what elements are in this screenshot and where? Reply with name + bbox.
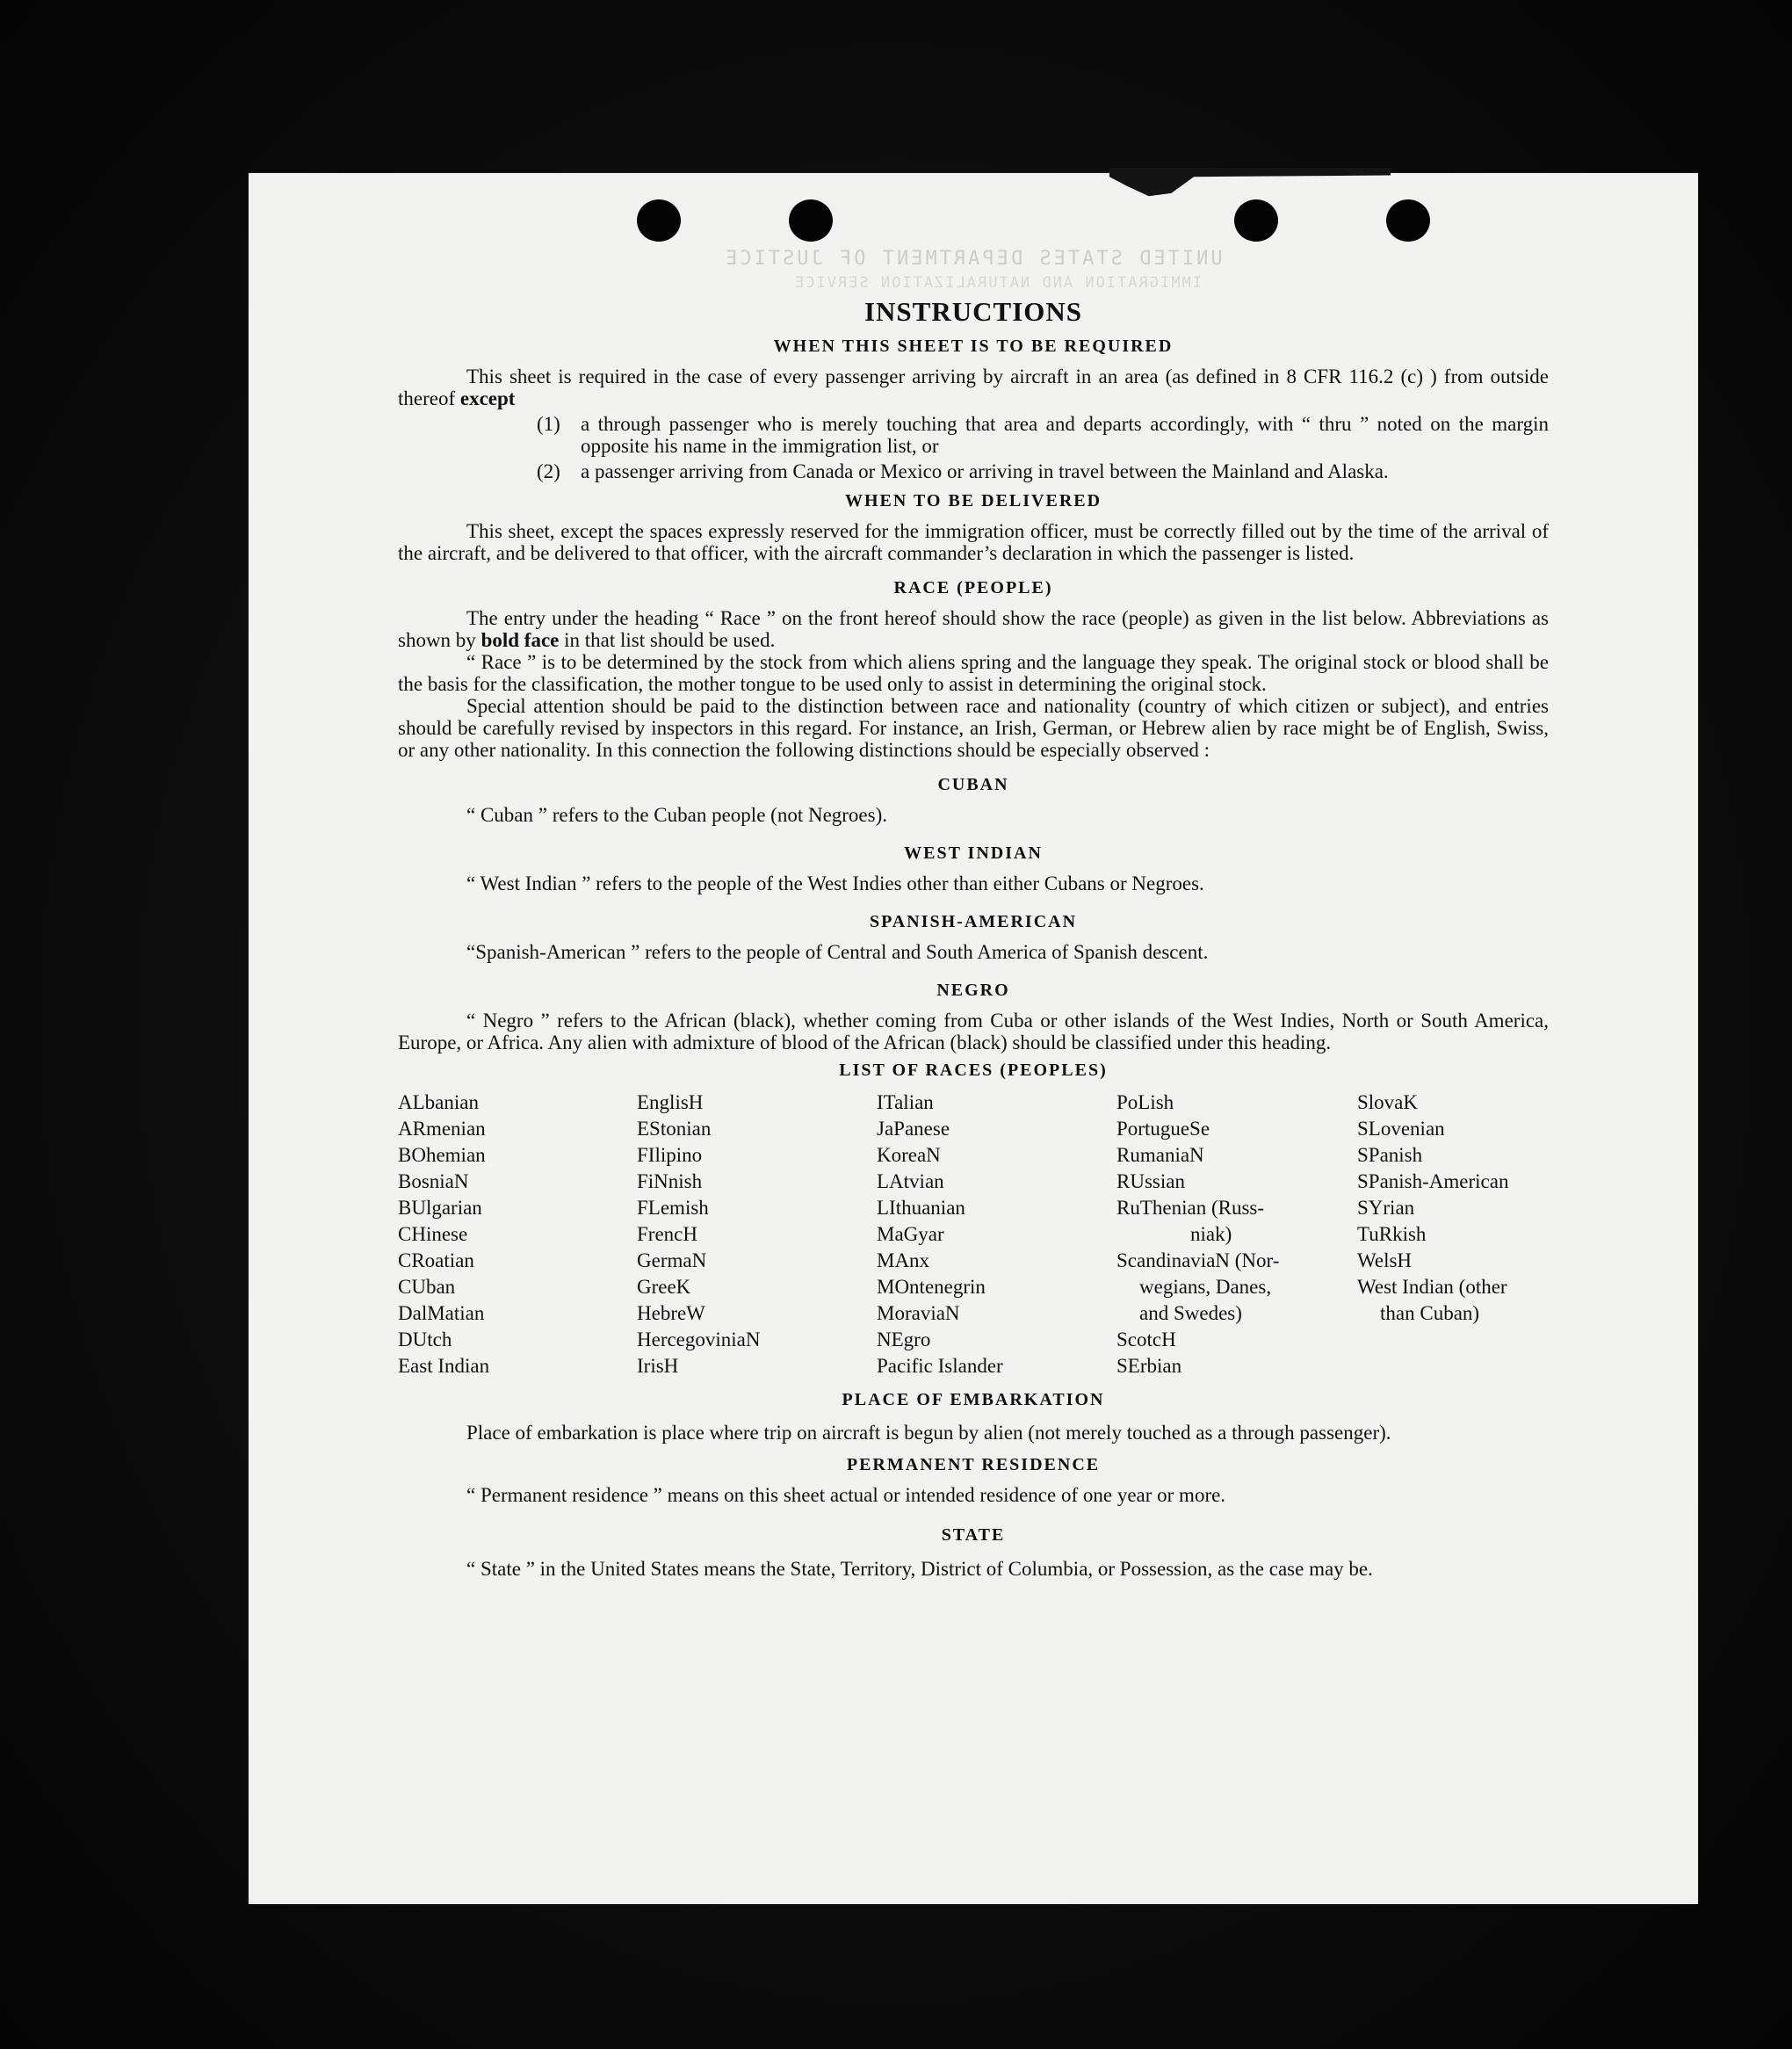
- paragraph: “ Permanent residence ” means on this sheet actual or intended residence of one year or more.: [466, 1484, 1226, 1506]
- paragraph: “ West Indian ” refers to the people of the West Indies other than either Cubans or Negroes.: [466, 872, 1204, 894]
- race-item: MaGyar: [877, 1223, 944, 1245]
- race-item: niak): [1190, 1223, 1232, 1245]
- race-column: [877, 1090, 1116, 1379]
- instruction-sheet: [249, 173, 1698, 1904]
- race-item: LAtvian: [877, 1170, 944, 1192]
- punch-hole: [637, 199, 681, 242]
- race-item: ScotcH: [1116, 1329, 1176, 1350]
- list-item: [537, 413, 1549, 457]
- race-item: BUlgarian: [398, 1197, 482, 1219]
- torn-edge: [1109, 168, 1391, 198]
- race-list: [398, 1090, 1549, 1379]
- punch-hole: [1234, 199, 1278, 242]
- race-item: NEgro: [877, 1329, 931, 1350]
- race-item: ITalian: [877, 1091, 934, 1113]
- race-item: CUban: [398, 1276, 456, 1298]
- section-heading: WHEN THIS SHEET IS TO BE REQUIRED: [773, 337, 1174, 356]
- race-item: ALbanian: [398, 1091, 479, 1113]
- race-item: MOntenegrin: [877, 1276, 986, 1298]
- list-text: a passenger arriving from Canada or Mexico or arriving in travel between the Mainland and Alaska.: [581, 460, 1389, 482]
- race-item: KoreaN: [877, 1144, 941, 1166]
- race-item: HercegoviniaN: [637, 1329, 761, 1350]
- section-heading: WHEN TO BE DELIVERED: [844, 491, 1102, 510]
- race-item: ARmenian: [398, 1118, 486, 1140]
- race-item: FrencH: [637, 1223, 697, 1245]
- list-item: [537, 460, 1549, 482]
- race-item: JaPanese: [877, 1118, 950, 1140]
- race-item: CRoatian: [398, 1249, 474, 1271]
- race-item: BosniaN: [398, 1170, 469, 1192]
- race-column: [398, 1090, 637, 1379]
- race-item: RUssian: [1116, 1170, 1185, 1192]
- show-through-text: UNITED STATES DEPARTMENT OF JUSTICE: [723, 248, 1223, 270]
- race-item: LIthuanian: [877, 1197, 965, 1219]
- paragraph-text: in that list should be used.: [564, 629, 776, 651]
- paragraph: [398, 366, 1549, 409]
- race-item: IrisH: [637, 1355, 679, 1377]
- race-item: RumaniaN: [1116, 1144, 1204, 1166]
- race-item: SYrian: [1357, 1197, 1415, 1219]
- race-item: SlovaK: [1357, 1091, 1418, 1113]
- list-number: (1): [537, 413, 560, 435]
- paragraph-text: This sheet is required in the case of every passenger arriving by aircraft in an area (as defined in 8 CFR 116.2 (c) ) from outside thereof: [398, 366, 1549, 409]
- race-item: SLovenian: [1357, 1118, 1445, 1140]
- bold-text: except: [459, 387, 516, 409]
- section-heading: CUBAN: [937, 775, 1009, 794]
- race-item: East Indian: [398, 1355, 490, 1377]
- page-title: INSTRUCTIONS: [863, 296, 1082, 327]
- race-item: WelsH: [1357, 1249, 1413, 1271]
- punch-hole: [789, 199, 833, 242]
- section-heading: LIST OF RACES (PEOPLES): [839, 1061, 1108, 1080]
- bold-text: bold face: [481, 629, 560, 651]
- race-item: and Swedes): [1139, 1302, 1242, 1324]
- race-item: ScandinaviaN (Nor-: [1116, 1249, 1280, 1271]
- paragraph: “ Cuban ” refers to the Cuban people (not Negroes).: [466, 804, 888, 826]
- race-item: RuThenian (Russ-: [1116, 1197, 1265, 1219]
- race-column: [1116, 1090, 1357, 1379]
- instructions-body: [398, 296, 1549, 1584]
- race-item: PortugueSe: [1116, 1118, 1210, 1140]
- race-item: FLemish: [637, 1197, 709, 1219]
- race-item: than Cuban): [1380, 1302, 1480, 1324]
- race-item: MoraviaN: [877, 1302, 960, 1324]
- race-item: GreeK: [637, 1276, 691, 1298]
- race-item: SPanish-American: [1357, 1170, 1509, 1192]
- race-item: FiNnish: [637, 1170, 703, 1192]
- paragraph: [398, 607, 1549, 651]
- race-item: EnglisH: [637, 1091, 704, 1113]
- race-item: FIlipino: [637, 1144, 703, 1166]
- punch-hole: [1386, 199, 1430, 242]
- section-heading: PLACE OF EMBARKATION: [842, 1390, 1105, 1409]
- list-number: (2): [537, 460, 560, 482]
- section-heading: WEST INDIAN: [904, 843, 1043, 863]
- race-item: wegians, Danes,: [1139, 1276, 1272, 1298]
- race-item: MAnx: [877, 1249, 930, 1271]
- race-column: [1357, 1090, 1549, 1379]
- exception-list: [537, 413, 1549, 482]
- list-text: a through passenger who is merely touching that area and departs accordingly, with “ thru ” noted on the margin opposite his name in the immigration list, or: [581, 413, 1549, 457]
- section-heading: PERMANENT RESIDENCE: [846, 1455, 1101, 1474]
- race-item: West Indian (other: [1357, 1276, 1507, 1298]
- race-item: CHinese: [398, 1223, 468, 1245]
- paragraph: Place of embarkation is place where trip on aircraft is begun by alien (not merely touched as a through passenger).: [466, 1422, 1391, 1444]
- race-item: HebreW: [637, 1302, 705, 1324]
- paragraph: “ Race ” is to be determined by the stock from which aliens spring and the language they speak. The original stock or blood shall be the basis for the classification, the mother tongue to be used only to assist in determining the original stock.: [398, 651, 1549, 695]
- race-item: SErbian: [1116, 1355, 1182, 1377]
- section-heading: RACE (PEOPLE): [893, 578, 1053, 597]
- section-heading: STATE: [941, 1525, 1006, 1545]
- paragraph: “ Negro ” refers to the African (black), whether coming from Cuba or other islands of the West Indies, North or South America, Europe, or Africa. Any alien with admixture of blood of the African (black) should be classified under this heading.: [398, 1010, 1549, 1053]
- race-item: GermaN: [637, 1249, 707, 1271]
- paragraph: “ State ” in the United States means the State, Territory, District of Columbia, or Possession, as the case may be.: [466, 1558, 1373, 1580]
- paragraph: Special attention should be paid to the distinction between race and nationality (country of which citizen or subject), and entries should be carefully revised by inspectors in this regard. For instance, an Irish, German, or Hebrew alien by race might be of English, Swiss, or any other nationality. In this connection the following distinctions should be especially observed :: [398, 695, 1549, 761]
- race-item: DUtch: [398, 1329, 452, 1350]
- race-item: TuRkish: [1357, 1223, 1427, 1245]
- race-item: BOhemian: [398, 1144, 486, 1166]
- section-heading: NEGRO: [936, 981, 1010, 1000]
- paragraph: This sheet, except the spaces expressly reserved for the immigration officer, must be correctly filled out by the time of the arrival of the aircraft, and be delivered to that officer, with the aircraft commander’s declaration in which the passenger is listed.: [398, 520, 1549, 564]
- race-item: EStonian: [637, 1118, 712, 1140]
- race-item: SPanish: [1357, 1144, 1423, 1166]
- show-through-text: IMMIGRATION AND NATURALIZATION SERVICE: [793, 274, 1202, 292]
- paragraph-text: The entry under the heading “ Race ” on the front hereof should show the race (people) as given in the list below. Abbreviations as shown by: [398, 607, 1549, 651]
- section-heading: SPANISH-AMERICAN: [869, 912, 1078, 931]
- race-item: Pacific Islander: [877, 1355, 1003, 1377]
- race-item: DalMatian: [398, 1302, 485, 1324]
- paragraph: “Spanish-American ” refers to the people of Central and South America of Spanish descent.: [466, 941, 1209, 963]
- race-column: [637, 1090, 877, 1379]
- race-item: PoLish: [1116, 1091, 1174, 1113]
